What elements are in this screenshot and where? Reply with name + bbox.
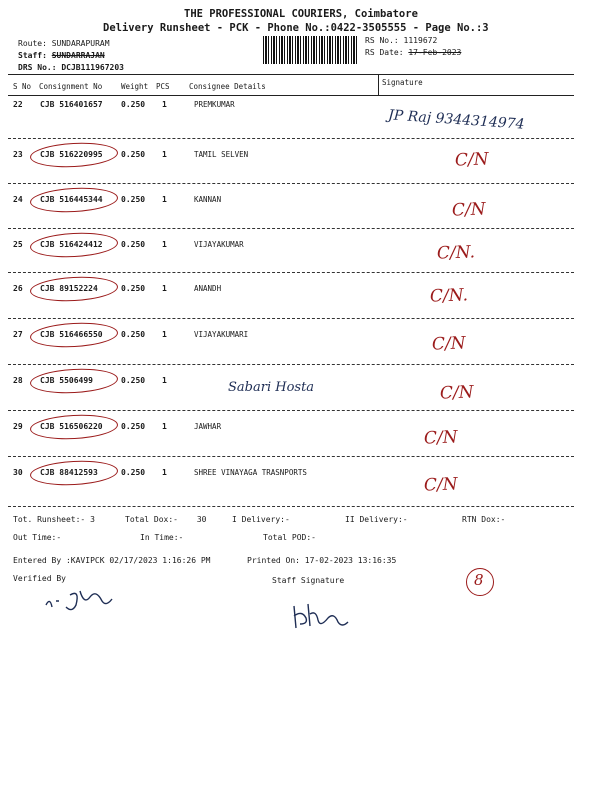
runsheet-subtitle: Delivery Runsheet - PCK - Phone No.:0422-3505555 - Page No.:3 [103, 22, 489, 34]
row-sno: 29 [13, 422, 23, 431]
row-sno: 26 [13, 284, 23, 293]
col-consignment: Consignment No [39, 82, 103, 91]
row-sno: 28 [13, 376, 23, 385]
row-sno: 30 [13, 468, 23, 477]
verifier-signature-image [40, 585, 120, 615]
row-pcs: 1 [162, 422, 167, 431]
entered-by: Entered By :KAVIPCK 02/17/2023 1:16:26 PM [13, 556, 211, 565]
row-consignee: TAMIL SELVEN [194, 150, 249, 159]
consignment-circle-mark [29, 459, 118, 488]
row-consignee: JAWHAR [194, 422, 222, 431]
row-weight: 0.250 [121, 468, 146, 477]
consignment-circle-mark [29, 186, 118, 215]
row-pcs: 1 [162, 376, 167, 385]
row-consignee: VIJAYAKUMAR [194, 240, 244, 249]
rs-no-value: 1119672 [403, 36, 438, 45]
col-pcs: PCS [156, 82, 170, 91]
row-consignment-no: CJB 5506499 [40, 376, 93, 385]
row-sno: 27 [13, 330, 23, 339]
row-divider [8, 318, 574, 319]
row-consignment-no: CJB 516445344 [40, 195, 103, 204]
staff-line [18, 51, 105, 60]
row-sno: 24 [13, 195, 23, 204]
rtn-dox: RTN Dox:- [462, 515, 506, 524]
drs-value: DCJB111967203 [61, 63, 124, 72]
total-dox-label: Total Dox:- [125, 515, 178, 524]
row-sno: 25 [13, 240, 23, 249]
row-consignment-no: CJB 516466550 [40, 330, 103, 339]
rs-date-label: RS Date: [365, 48, 404, 57]
out-time: Out Time:- [13, 533, 62, 542]
rs-date-line [365, 48, 461, 57]
row-divider [8, 138, 574, 139]
in-time: In Time:- [140, 533, 184, 542]
row-pcs: 1 [162, 195, 167, 204]
row-divider [8, 228, 574, 229]
row-consignee: KANNAN [194, 195, 222, 204]
i-delivery: I Delivery:- [232, 515, 290, 524]
row-signature: C/N [454, 149, 489, 171]
row-consignment-no: CJB 516424412 [40, 240, 103, 249]
row-signature: C/N [423, 474, 458, 496]
consignment-circle-mark [29, 367, 118, 396]
table-header-rule [8, 95, 574, 96]
row-pcs: 1 [162, 240, 167, 249]
printed-on: Printed On: 17-02-2023 13:16:35 [247, 556, 397, 565]
row-consignment-no: CJB 516401657 [40, 100, 103, 109]
total-pod: Total POD:- [263, 533, 316, 542]
row-divider [8, 410, 574, 411]
row-consignment-no: CJB 88412593 [40, 468, 98, 477]
company-title: THE PROFESSIONAL COURIERS, Coimbatore [184, 8, 418, 20]
row-weight: 0.250 [121, 195, 146, 204]
consignment-circle-mark [29, 231, 118, 260]
row-pcs: 1 [162, 468, 167, 477]
row-signature: C/N [431, 333, 466, 355]
row-divider [8, 364, 574, 365]
row-weight: 0.250 [121, 376, 146, 385]
rs-no-label: RS No.: [365, 36, 399, 45]
row-consignee: VIJAYAKUMARI [194, 330, 249, 339]
row-weight: 0.250 [121, 240, 146, 249]
row-signature: C/N [451, 199, 486, 221]
drs-label: DRS No.: [18, 63, 57, 72]
row-pcs: 1 [162, 284, 167, 293]
circled-count-value: 8 [474, 571, 484, 589]
ii-delivery: II Delivery:- [345, 515, 408, 524]
tot-runsheet: Tot. Runsheet:- 3 [13, 515, 95, 524]
consignment-circle-mark [29, 275, 118, 304]
row-consignment-no: CJB 89152224 [40, 284, 98, 293]
row-pcs: 1 [162, 150, 167, 159]
staff-signature-image [288, 598, 358, 632]
row-weight: 0.250 [121, 330, 146, 339]
route-value: SUNDARAPURAM [51, 39, 110, 48]
barcode-image [263, 36, 359, 64]
row-signature: JP Raj 9344314974 [387, 107, 525, 133]
row-consignment-no: CJB 516506220 [40, 422, 103, 431]
row-signature: C/N [439, 382, 474, 404]
row-weight: 0.250 [121, 100, 146, 109]
row-weight: 0.250 [121, 284, 146, 293]
row-divider [8, 272, 574, 273]
total-dox-value: 30 [196, 515, 207, 524]
row-consignee: SHREE VINAYAGA TRASNPORTS [194, 468, 307, 477]
row-divider [8, 456, 574, 457]
consignment-circle-mark [29, 141, 118, 170]
total-dox [125, 515, 206, 524]
handwritten-consignee-28: Sabari Hosta [228, 380, 315, 395]
staff-label: Staff: [18, 51, 47, 60]
signature-column-divider [378, 74, 379, 96]
row-sno: 22 [13, 100, 23, 109]
row-signature: C/N. [429, 285, 469, 307]
verified-by: Verified By [13, 574, 66, 583]
row-weight: 0.250 [121, 150, 146, 159]
col-signature: Signature [382, 78, 423, 87]
row-pcs: 1 [162, 330, 167, 339]
col-sno: S No [13, 82, 32, 91]
row-signature: C/N. [436, 242, 476, 264]
table-top-rule [8, 74, 574, 75]
row-consignment-no: CJB 516220995 [40, 150, 103, 159]
drs-line [18, 63, 124, 72]
row-divider [8, 506, 574, 507]
col-weight: Weight [121, 82, 149, 91]
row-weight: 0.250 [121, 422, 146, 431]
route-label: Route: [18, 39, 47, 48]
rs-date-value: 17-Feb-2023 [408, 48, 462, 57]
staff-value: SUNDARRAJAN [51, 51, 105, 60]
col-consignee: Consignee Details [189, 82, 266, 91]
consignment-circle-mark [29, 321, 118, 350]
rs-no-line [365, 36, 437, 45]
row-consignee: ANANDH [194, 284, 222, 293]
staff-signature-label: Staff Signature [272, 576, 345, 585]
row-signature: C/N [423, 427, 458, 449]
row-sno: 23 [13, 150, 23, 159]
row-pcs: 1 [162, 100, 167, 109]
row-consignee: PREMKUMAR [194, 100, 235, 109]
route-line [18, 39, 110, 48]
consignment-circle-mark [29, 413, 118, 442]
row-divider [8, 183, 574, 184]
